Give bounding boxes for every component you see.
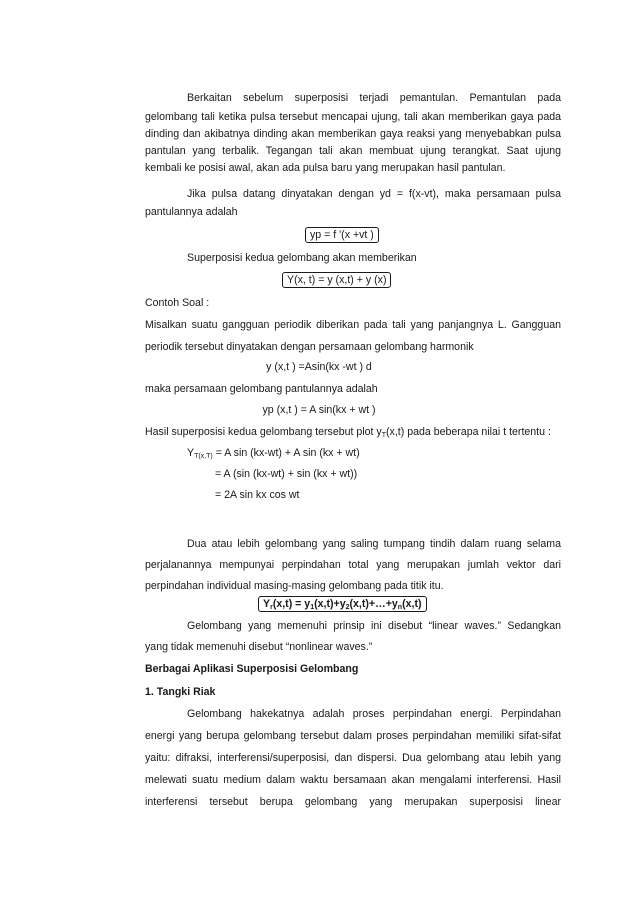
equation	[187, 446, 603, 460]
subscript: n	[397, 604, 403, 611]
subscript: 1	[310, 604, 315, 611]
subscript: T	[381, 432, 387, 439]
paragraph-line: pantulan yang terbalik. Tegangan tali akan membuat ujung terangkat. Saat ujung	[145, 145, 561, 157]
paragraph-line: Gelombang yang memenuhi prinsip ini disebut “linear waves.” Sedangkan	[187, 620, 561, 632]
paragraph-line: Jika pulsa datang dinyatakan dengan yd = f(x-vt), maka persamaan pulsa	[187, 188, 561, 200]
paragraph-line: maka persamaan gelombang pantulannya adalah	[145, 383, 378, 395]
paragraph-line: Superposisi kedua gelombang akan memberikan	[187, 252, 417, 264]
paragraph-line: yang tidak memenuhi disebut “nonlinear waves.”	[145, 641, 373, 653]
paragraph-line: Berkaitan sebelum superposisi terjadi pemantulan. Pemantulan pada	[187, 92, 561, 104]
paragraph-line: pantulannya adalah	[145, 206, 238, 218]
paragraph-line: yaitu: difraksi, interferensi/superposisi, dan dispersi. Dua gelombang atau lebih yang	[145, 752, 561, 764]
paragraph-line: energi yang berupa gelombang tersebut dalam proses perpindahan memiliki sifat-sifat	[145, 730, 561, 742]
text-span: = A sin (kx-wt) + A sin (kx + wt)	[212, 447, 360, 459]
paragraph-line: gelombang tali ketika pulsa tersebut mencapai ujung, tali akan memberikan gaya pada	[145, 111, 561, 123]
paragraph-line: Misalkan suatu gangguan periodik diberikan pada tali yang panjangnya L. Gangguan	[145, 319, 561, 331]
section-label: Contoh Soal :	[145, 297, 210, 309]
equation-box: yp = f '(x +vt )	[305, 227, 379, 243]
subscript: T(x,T)	[194, 453, 213, 460]
paragraph-line: perpindahan individual masing-masing gelombang pada titik itu.	[145, 580, 444, 592]
equation-box: Y(x, t) = y (x,t) + y (x)	[282, 272, 391, 288]
paragraph-line: perjalanannya mempunyai perpindahan total yang merupakan jumlah vektor dari	[145, 559, 561, 571]
equation: y (x,t ) =Asin(kx -wt ) d	[266, 361, 372, 373]
subscript: 2	[345, 604, 350, 611]
text-span: (x,t)	[402, 598, 422, 610]
paragraph-line	[145, 425, 561, 439]
text-span: Hasil superposisi kedua gelombang tersebut plot y	[145, 426, 382, 438]
subsection-heading: 1. Tangki Riak	[145, 686, 216, 698]
text-span: Y	[263, 598, 271, 610]
text-span: (x,t)+y	[314, 598, 346, 610]
subscript: r	[270, 604, 273, 611]
text-span: (x,t) pada beberapa nilai t tertentu :	[386, 426, 551, 438]
text-span: Y	[187, 447, 195, 459]
text-span: (x,t) = y	[272, 598, 311, 610]
paragraph-line: Dua atau lebih gelombang yang saling tumpang tindih dalam ruang selama	[187, 538, 561, 550]
paragraph-line: kembali ke posisi awal, akan ada pulsa baru yang merupakan hasil pantulan.	[145, 162, 506, 174]
equation: = A (sin (kx-wt) + sin (kx + wt))	[215, 468, 358, 480]
paragraph-line: interferensi tersebut berupa gelombang yang merupakan superposisi linear	[145, 796, 561, 808]
paragraph-line: melewati suatu medium dalam waktu bersamaan akan mengalami interferensi. Hasil	[145, 774, 561, 786]
paragraph-line: Gelombang hakekatnya adalah proses perpindahan energi. Perpindahan	[187, 708, 561, 720]
equation-box	[258, 596, 427, 612]
section-heading: Berbagai Aplikasi Superposisi Gelombang	[145, 663, 359, 675]
paragraph-line: dinding dan akibatnya dinding akan memberikan gaya reaksi yang menyebabkan pulsa	[145, 128, 561, 140]
equation: = 2A sin kx cos wt	[215, 489, 300, 501]
equation: yp (x,t ) = A sin(kx + wt )	[262, 404, 376, 416]
text-span: (x,t)+…+y	[349, 598, 398, 610]
paragraph-line: periodik tersebut dinyatakan dengan persamaan gelombang harmonik	[145, 341, 474, 353]
